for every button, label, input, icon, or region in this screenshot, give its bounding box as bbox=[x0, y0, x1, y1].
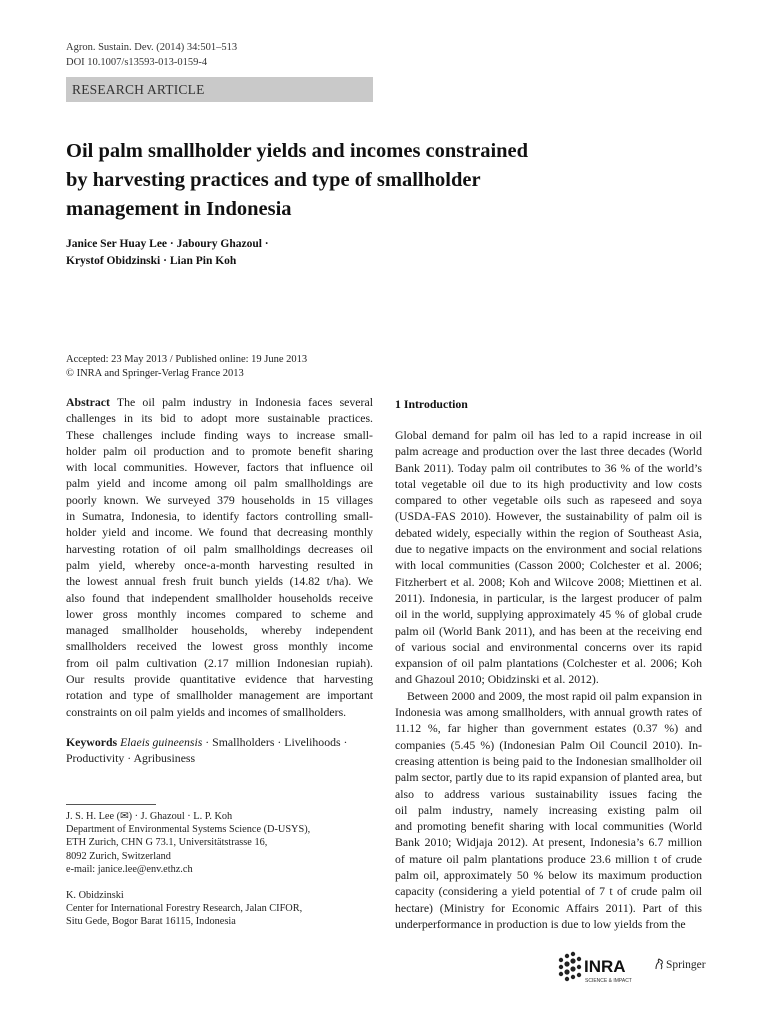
abstract-line: with local communities. However, factors that influence oil bbox=[66, 460, 373, 475]
abstract-line: holder yield and income. We found that decreasing monthly bbox=[66, 525, 373, 540]
intro-line: also to address various sustainability issues facing the bbox=[395, 786, 702, 801]
affiliation-line: Center for International Forestry Research, Jalan CIFOR, bbox=[66, 903, 303, 915]
intro-line: companies (5.45 %) (Indonesian Palm Oil Council 2010). In- bbox=[395, 737, 702, 752]
intro-line: Global demand for palm oil has led to a rapid increase in oil bbox=[395, 428, 702, 442]
title-line: management in Indonesia bbox=[66, 198, 292, 220]
intro-line: of mature oil palm plantations produce 23.6 million t of crude bbox=[395, 851, 702, 866]
author-list bbox=[66, 236, 466, 270]
title-line: by harvesting practices and type of smallholder bbox=[66, 169, 481, 191]
intro-line: expansion of oil palm plantations (Colchester et al. 2006; Koh bbox=[395, 656, 702, 671]
author-line: Krystof Obidzinski · Lian Pin Koh bbox=[66, 255, 237, 267]
doi: DOI 10.1007/s13593-013-0159-4 bbox=[66, 57, 208, 68]
author-line: Janice Ser Huay Lee · Jaboury Ghazoul · bbox=[66, 238, 269, 250]
publication-meta bbox=[66, 353, 366, 381]
abstract-line: poorly known. We surveyed 379 households in 15 villages bbox=[66, 492, 373, 507]
abstract-line: from oil palm cultivation (2.17 million Indonesian rupiah). bbox=[66, 655, 373, 670]
affiliation-line: 8092 Zurich, Switzerland bbox=[66, 850, 171, 862]
title-line: Oil palm smallholder yields and incomes constrained bbox=[66, 140, 529, 162]
intro-line: palm acreage and production over the last three decades (World bbox=[395, 444, 702, 459]
intro-line: 11.12 %, far higher than government estates (0.37 %) and bbox=[395, 721, 702, 736]
abstract bbox=[66, 394, 373, 720]
abstract-line: lower gross monthly incomes compared to scheme and bbox=[66, 606, 373, 621]
intro-line: palm oil, approximately 50 % below its maximum production bbox=[395, 868, 702, 883]
intro-line: compared to other vegetable oils such as rapeseed and soya bbox=[395, 493, 702, 508]
abstract-line: also found that independent smallholder households receive bbox=[66, 590, 373, 605]
affiliation-line: J. S. H. Lee (✉) · J. Ghazoul · L. P. Koh bbox=[66, 811, 233, 822]
keywords-line-2: Productivity · Agribusiness bbox=[66, 751, 196, 766]
abstract-line: in Sumatra, Indonesia, to identify factors controlling small- bbox=[66, 509, 373, 524]
springer-logo bbox=[654, 958, 706, 971]
abstract-label: Abstract bbox=[66, 395, 110, 409]
affiliation-cifor bbox=[66, 889, 373, 929]
abstract-last-line: constraints on oil palm yields and incomes of smallholders. bbox=[66, 704, 347, 719]
intro-line: and Ghazoul 2010; Obidzinski et al. 2012). bbox=[395, 672, 599, 687]
intro-line: creasing attention is being paid to the Indonesian smallholder oil bbox=[395, 753, 702, 768]
abstract-line: These challenges include finding ways to increase small- bbox=[66, 427, 373, 442]
intro-line: Between 2000 and 2009, the most rapid oil palm expansion in bbox=[407, 688, 702, 703]
intro-line: with local communities (Casson 2000; Colchester et al. 2006; bbox=[395, 558, 702, 573]
inra-logo bbox=[556, 948, 638, 988]
keywords-label: Keywords bbox=[66, 735, 118, 749]
inra-wordmark: INRA bbox=[584, 957, 626, 976]
springer-wordmark: Springer bbox=[666, 959, 706, 971]
abstract-line: managed smallholder households, whereby independent bbox=[66, 623, 373, 638]
intro-line: capacity (considering a yield potential of 7 t of crude palm oil bbox=[395, 884, 702, 899]
affiliation-line: K. Obidzinski bbox=[66, 890, 124, 901]
intro-line: Bank 2010; Widjaja 2012). At present, Indonesia’s 6.7 million bbox=[395, 835, 702, 850]
intro-line: palm oil (World Bank 2011), and has been at the receiving end bbox=[395, 623, 702, 638]
intro-line: oil palm industry, namely increasing existing palm oil bbox=[395, 802, 702, 817]
journal-citation: Agron. Sustain. Dev. (2014) 34:501–513 bbox=[66, 42, 238, 53]
abstract-line: Our results provide quantitative evidence that harvesting bbox=[66, 672, 373, 687]
intro-line: (USDA-FAS 2010). However, the sustainability of palm oil is bbox=[395, 509, 702, 524]
introduction-body bbox=[395, 427, 702, 932]
affiliation-line: Department of Environmental Systems Science (D-USYS), bbox=[66, 824, 311, 836]
abstract-line: challenges in its bid to adopt more sustainable practices. bbox=[66, 411, 373, 426]
keywords-line-1: Keywords Elaeis guineensis · Smallholders · Livelihoods · bbox=[66, 735, 348, 749]
corresponding-email[interactable]: e-mail: janice.lee@env.ethz.ch bbox=[66, 863, 193, 875]
article-type-banner: RESEARCH ARTICLE bbox=[66, 77, 373, 102]
intro-line: oil in the world, supplying approximately 45 % of global crude bbox=[395, 607, 702, 622]
footnote-divider bbox=[66, 804, 156, 805]
intro-line: underperformance in production is due to low yields from the bbox=[395, 916, 686, 931]
article-title bbox=[66, 137, 626, 224]
intro-line: palm sector, partly due to its rapid expansion of planted area, but bbox=[395, 770, 702, 785]
copyright-notice: © INRA and Springer-Verlag France 2013 bbox=[66, 368, 244, 379]
inra-tagline: SCIENCE & IMPACT bbox=[585, 978, 632, 984]
publication-dates: Accepted: 23 May 2013 / Published online: 19 June 2013 bbox=[66, 354, 308, 365]
keyword-species: Elaeis guineensis bbox=[120, 735, 203, 749]
abstract-line: palm yield, whereby once-a-month harvesting resulted in bbox=[66, 557, 373, 572]
affiliation-eth bbox=[66, 810, 373, 876]
abstract-line: rotation and type of smallholder management are important bbox=[66, 688, 373, 703]
section-heading-introduction: 1 Introduction bbox=[395, 397, 468, 411]
affiliation-line: ETH Zurich, CHN G 73.1, Universitätstrasse 16, bbox=[66, 837, 268, 849]
intro-line: hectare) (Ministry for Economic Affairs 2011). Part of this bbox=[395, 900, 702, 915]
abstract-first-line: Abstract The oil palm industry in Indonesia faces several bbox=[66, 395, 373, 409]
abstract-line: harvesting rotation of oil palm smallholdings decreases oil bbox=[66, 541, 373, 556]
intro-line: total vegetable oil due to its high productivity and low costs bbox=[395, 476, 702, 491]
intro-line: Bank 2011). Today palm oil contributes to 36 % of the world’s bbox=[395, 460, 702, 475]
intro-line: and promoting benefit sharing with local communities (World bbox=[395, 819, 702, 834]
abstract-body bbox=[66, 410, 373, 703]
abstract-line: smallholders received the lowest gross monthly income bbox=[66, 639, 373, 654]
affiliation-line: Situ Gede, Bogor Barat 16115, Indonesia bbox=[66, 916, 236, 928]
intro-line: Indonesia was among smallholders, with annual growth rates of bbox=[395, 705, 702, 720]
intro-line: due to negative impacts on the environment and social relations bbox=[395, 542, 702, 557]
intro-line: debated widely, especially within the region of Southeast Asia, bbox=[395, 525, 702, 540]
intro-line: Fitzherbert et al. 2008; Koh and Wilcove 2008; Miettinen et al. bbox=[395, 574, 702, 589]
keywords bbox=[66, 734, 373, 767]
springer-horse-icon bbox=[654, 958, 664, 970]
intro-line: of various social and environmental concerns over its rapid bbox=[395, 639, 702, 654]
abstract-line: the lowest annual fresh fruit bunch yields (14.82 t/ha). We bbox=[66, 574, 373, 589]
intro-line: 2011). Indonesia, in particular, is the largest producer of palm bbox=[395, 590, 702, 605]
abstract-line: palm yield and income among oil palm smallholdings are bbox=[66, 476, 373, 491]
abstract-line: holder palm oil production and to promote benefit sharing bbox=[66, 443, 373, 458]
